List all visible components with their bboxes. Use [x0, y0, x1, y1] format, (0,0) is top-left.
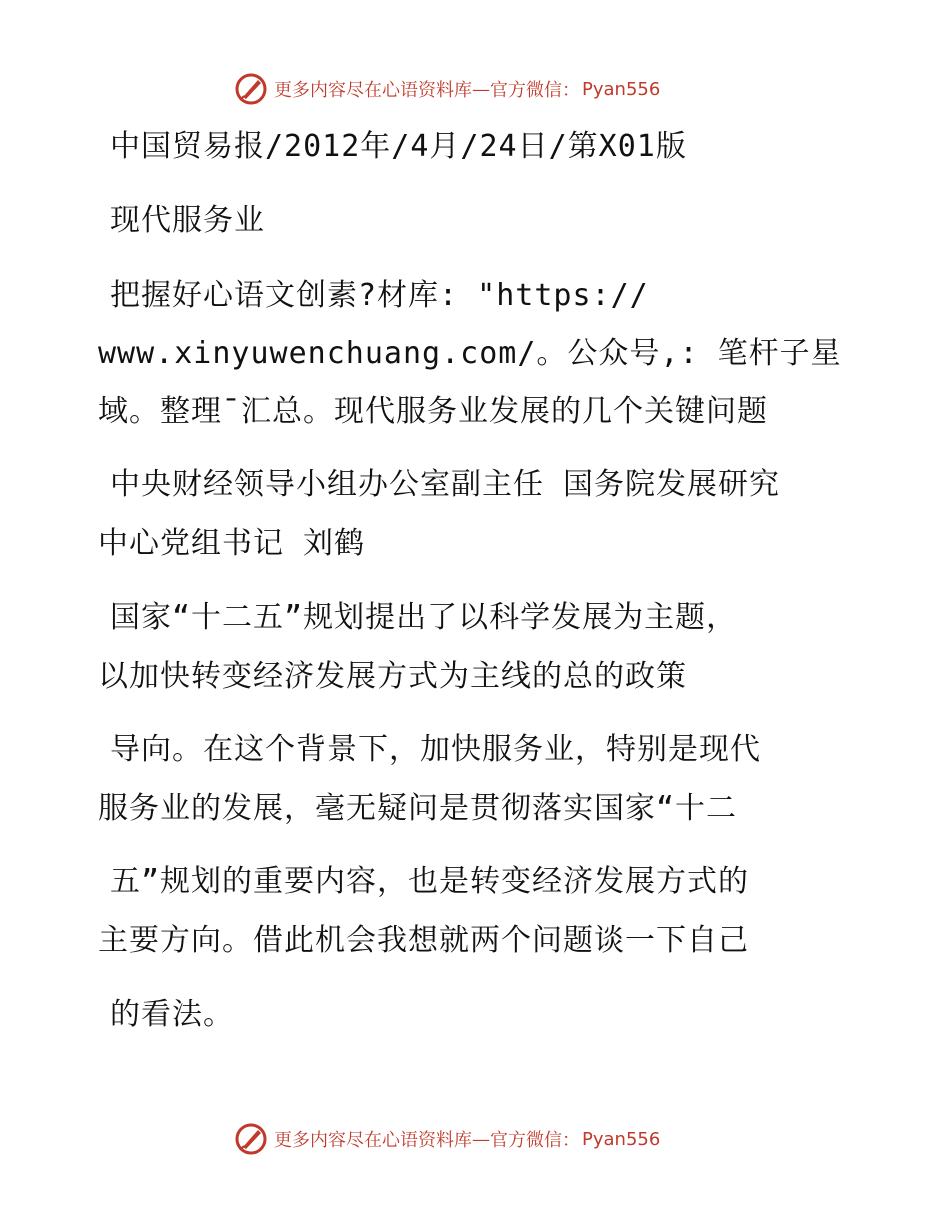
body-line: 导向。在这个背景下，加快服务业，特别是现代 [110, 732, 761, 767]
body-line: 的看法。 [110, 997, 234, 1032]
body-line: 域。整理¯汇总。现代服务业发展的几个关键问题 [98, 394, 769, 429]
wechat-id: Pyan556 [582, 78, 661, 100]
body-line: 以加快转变经济发展方式为主线的总的政策 [98, 659, 687, 694]
watermark-separator: — [472, 78, 490, 100]
watermark-banner-top [234, 72, 660, 106]
body-line: www.xinyuwenchuang.com/。公众号,: 笔杆子星 [98, 336, 842, 371]
author-line: 中心党组书记 刘鹤 [98, 526, 366, 561]
watermark-separator: — [472, 1128, 490, 1150]
watermark-text: 更多内容尽在心语资料库 [274, 80, 472, 101]
wechat-label: 官方微信： [490, 80, 580, 101]
body-line: 主要方向。借此机会我想就两个问题谈一下自己 [98, 923, 749, 958]
quill-logo-icon [234, 1122, 268, 1156]
body-line: 把握好心语文创素?材库: "https:// [110, 278, 649, 313]
section-title: 现代服务业 [110, 203, 265, 238]
source-line: 中国贸易报/2012年/4月/24日/第X01版 [110, 129, 687, 164]
body-line: 五”规划的重要内容，也是转变经济发展方式的 [110, 864, 750, 899]
watermark-banner-bottom [234, 1122, 660, 1156]
quill-logo-icon [234, 72, 268, 106]
watermark-text: 更多内容尽在心语资料库 [274, 1130, 472, 1151]
wechat-id: Pyan556 [582, 1128, 661, 1150]
author-line: 中央财经领导小组办公室副主任 国务院发展研究 [110, 467, 781, 502]
body-line: 服务业的发展，毫无疑问是贯彻落实国家“十二 [98, 791, 738, 826]
wechat-label: 官方微信： [490, 1130, 580, 1151]
body-line: 国家“十二五”规划提出了以科学发展为主题， [110, 600, 738, 635]
